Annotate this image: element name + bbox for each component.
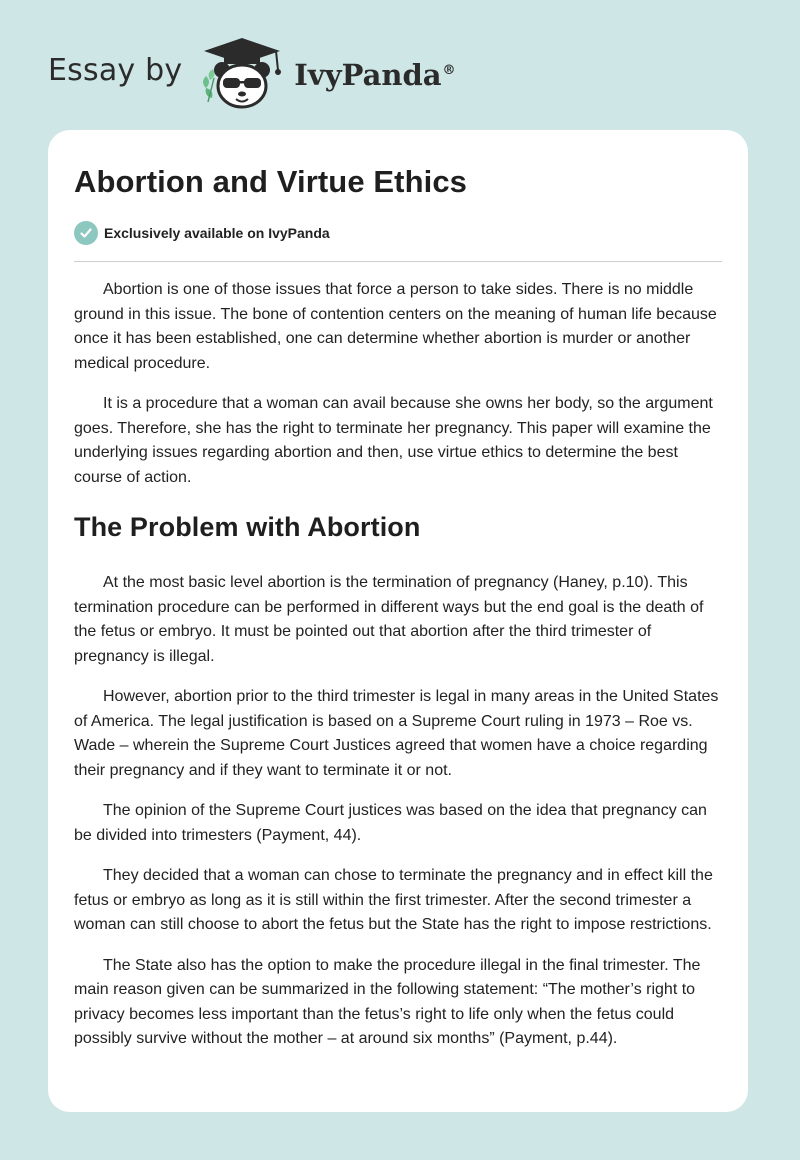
brand-name-text[interactable]: IvyPanda xyxy=(294,58,442,92)
check-circle-icon xyxy=(74,221,98,245)
article-body xyxy=(74,278,724,1068)
paragraph: The State also has the option to make the procedure illegal in the final trimester. The main reason given can be summarized in the following statement: “The mother’s right to privacy becomes less important than the fetus’s right to life only when the fetus could possibly survive without the mother – at around six months” (Payment, p.44). xyxy=(74,956,701,1047)
paragraph: However, abortion prior to the third trimester is legal in many areas in the United States of America. The legal justification is based on a Supreme Court ruling in 1973 – Roe vs. Wade – wherein the Supreme Court Justices agreed that women have a choice regarding their pregnancy and if they want to terminate it or not. xyxy=(74,688,719,779)
paragraph: They decided that a woman can chose to terminate the pregnancy and in effect kill the fetus or embryo as long as it is still within the first trimester. After the second trimester a woman can still choose to abort the fetus but the State has the right to impose restrictions. xyxy=(74,867,713,933)
brand-header xyxy=(48,36,456,110)
brand-prefix: Essay by xyxy=(48,52,183,88)
divider xyxy=(74,261,722,262)
paragraph: It is a procedure that a woman can avail because she owns her body, so the argument goes. Therefore, she has the right to terminate her pregnancy. This paper will examine the underlying issues regarding abortion and then, use virtue ethics to determine the best course of action. xyxy=(74,395,713,486)
paragraph: At the most basic level abortion is the termination of pregnancy (Haney, p.10). This termination procedure can be performed in different ways but the end goal is the death of the fetus or embryo. It must be pointed out that abortion after the third trimester of pregnancy is illegal. xyxy=(74,574,704,665)
exclusive-badge xyxy=(74,221,330,245)
paragraph: Abortion is one of those issues that force a person to take sides. There is no middle ground in this issue. The bone of contention centers on the meaning of human life because once it has been established, one can determine whether abortion is murder or another medical procedure. xyxy=(74,281,717,372)
section-heading: The Problem with Abortion xyxy=(74,512,421,542)
badge-label: Exclusively available on IvyPanda xyxy=(104,225,330,241)
paragraph: The opinion of the Supreme Court justices was based on the idea that pregnancy can be divided into trimesters (Payment, 44). xyxy=(74,802,707,844)
panda-graduate-icon[interactable] xyxy=(196,36,288,110)
registered-mark: ® xyxy=(442,63,456,79)
brand-name[interactable] xyxy=(294,58,455,92)
article-card xyxy=(48,130,748,1112)
page-title: Abortion and Virtue Ethics xyxy=(74,164,468,199)
